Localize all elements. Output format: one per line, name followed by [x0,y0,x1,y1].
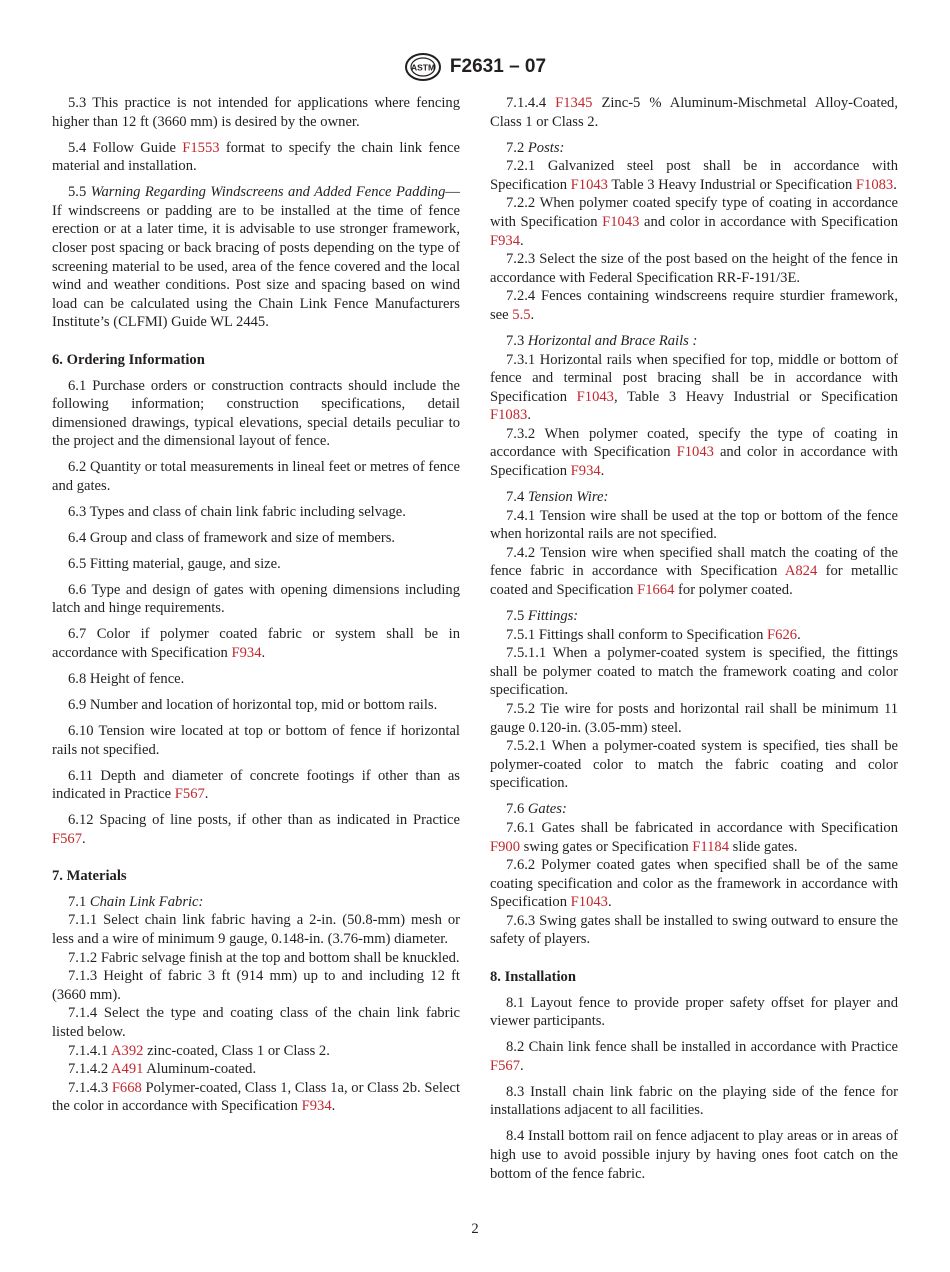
logo-text: ASTM [410,62,435,73]
para-7-5-1: 7.5.1 Fittings shall conform to Specification F626. [506,626,801,643]
para-6-9: 6.9 Number and location of horizontal top, mid or bottom rails. [68,696,438,713]
ref-link[interactable]: F1043 [602,213,640,230]
para-5-3: 5.3 This practice is not intended for applications where fencing higher than 12 ft (3660 mm) is desired by the owner. [52,95,460,130]
ref-link[interactable]: F1553 [182,139,220,156]
ref-link[interactable]: F1345 [555,95,593,111]
para-8-2: 8.2 Chain link fence shall be installed in accordance with Practice F567. [490,1039,898,1074]
para-7-3-2: 7.3.2 When polymer coated, specify the type of coating in accordance with Specification F1043 and color in accordance with Specification F934. [490,425,898,480]
para-6-7: 6.7 Color if polymer coated fabric or system shall be in accordance with Specification F934. [52,626,460,661]
para-7-5-2-1: 7.5.2.1 When a polymer-coated system is specified, ties shall be polymer-coated color to match the fabric coating and color specification. [490,738,898,792]
ref-link[interactable]: F567 [490,1057,521,1074]
ref-link[interactable]: F934 [301,1098,332,1115]
page-header [0,52,950,82]
ref-link[interactable]: F567 [174,786,205,803]
ref-link[interactable]: A824 [784,563,818,580]
left-column [52,94,460,1116]
para-5-5: 5.5 Warning Regarding Windscreens and Added Fence Padding—If windscreens or padding are to be installed at the time of fence erection or at a later time, it is advisable to use stronger framework, closer post spacing or back bracing of posts depending on the type of screening material to be used, area of the fence covered and the local wind and weather conditions. Post size and spacing based on wind load can be calculated using the Chain Link Fence Manufacturers Institute’s (CLFMI) Guide WL 2445. [52,184,460,331]
para-7-4-2: 7.4.2 Tension wire when specified shall match the coating of the fence fabric in accordance with Specification A824 for metallic coated and Specification F1664 for polymer coated. [490,544,898,599]
ref-link[interactable]: F934 [570,463,601,480]
para-6-10: 6.10 Tension wire located at top or bottom of fence if horizontal rails not specified. [52,722,460,758]
ref-link[interactable]: 5.5 [512,306,531,323]
para-8-4: 8.4 Install bottom rail on fence adjacent to play areas or in areas of high use to avoid possible injury by having ones foot catch on the bottom of the fence fabric. [490,1128,898,1182]
ref-link[interactable]: F1083 [490,407,528,424]
para-6-8: 6.8 Height of fence. [68,670,185,687]
para-7-5: 7.5 Fittings: [506,608,579,624]
ref-link[interactable]: F1043 [576,388,614,405]
section-8-heading: 8. Installation [490,969,576,986]
para-6-11: 6.11 Depth and diameter of concrete footings if other than as indicated in Practice F567. [52,767,460,803]
right-column [490,94,898,1183]
ref-link[interactable]: F934 [231,644,262,661]
para-7-2: 7.2 Posts: [506,139,565,156]
para-7-1-1: 7.1.1 Select chain link fabric having a 2-in. (50.8-mm) mesh or less and a wire of minimum 9 gauge, 0.148-in. (3.76-mm) diameter. [52,912,460,948]
para-7-6-2: 7.6.2 Polymer coated gates when specified shall be of the same coating specification and color as the framework in accordance with Specification F1043. [490,857,898,911]
ref-link[interactable]: F1043 [570,176,608,193]
ref-link[interactable]: F668 [111,1079,142,1096]
page-number: 2 [471,1221,479,1237]
para-5-4: 5.4 Follow Guide F1553 format to specify the chain link fence material and installation. [52,139,460,175]
para-6-6: 6.6 Type and design of gates with opening dimensions including latch and hinge requirements. [52,581,460,617]
ref-link[interactable]: A392 [110,1042,144,1059]
para-7-6-3: 7.6.3 Swing gates shall be installed to swing outward to ensure the safety of players. [490,912,898,948]
ref-link[interactable]: F900 [490,838,521,855]
para-6-2: 6.2 Quantity or total measurements in lineal feet or metres of fence and gates. [52,459,460,494]
para-7-1: 7.1 Chain Link Fabric: [68,893,204,910]
para-7-1-4: 7.1.4 Select the type and coating class of the chain link fabric listed below. [52,1005,460,1041]
ref-link[interactable]: F626 [767,626,798,643]
para-7-1-2: 7.1.2 Fabric selvage finish at the top and bottom shall be knuckled. [68,949,460,966]
document-designation: F2631 – 07 [449,56,547,77]
para-7-1-4-3: 7.1.4.3 F668 Polymer-coated, Class 1, Class 1a, or Class 2b. Select the color in accordance with Specification F934. [52,1079,460,1115]
para-6-5: 6.5 Fitting material, gauge, and size. [68,555,281,572]
ref-link[interactable]: F934 [490,232,521,249]
para-7-6: 7.6 Gates: [506,801,567,818]
para-6-12: 6.12 Spacing of line posts, if other than as indicated in Practice F567. [52,812,460,847]
para-8-1: 8.1 Layout fence to provide proper safety offset for player and viewer participants. [490,994,898,1030]
para-7-5-1-1: 7.5.1.1 When a polymer-coated system is specified, the fittings shall be polymer coated to match the framework coating and color specification. [490,645,898,699]
ref-link[interactable]: F1184 [692,838,730,855]
para-6-3: 6.3 Types and class of chain link fabric including selvage. [68,503,406,520]
section-6-heading: 6. Ordering Information [52,351,205,368]
para-7-5-2: 7.5.2 Tie wire for posts and horizontal rail shall be minimum 11 gauge 0.120-in. (3.05-mm) steel. [490,700,898,736]
para-7-3: 7.3 Horizontal and Brace Rails : [506,332,698,349]
para-7-1-4-4: 7.1.4.4 F1345 Zinc-5 % Aluminum-Mischmetal Alloy-Coated, Class 1 or Class 2. [490,95,898,130]
para-7-4-1: 7.4.1 Tension wire shall be used at the top or bottom of the fence when horizontal rails are not specified. [490,507,898,543]
para-6-4: 6.4 Group and class of framework and size of members. [68,529,396,546]
para-7-2-2: 7.2.2 When polymer coated specify type of coating in accordance with Specification F1043 and color in accordance with Specification F934. [490,195,898,249]
para-7-1-4-2: 7.1.4.2 A491 Aluminum-coated. [68,1061,257,1078]
ref-link[interactable]: F1043 [676,444,714,461]
ref-link[interactable]: F1083 [855,176,894,193]
para-7-2-4: 7.2.4 Fences containing windscreens require sturdier framework, see 5.5. [490,288,898,323]
ref-link[interactable]: A491 [110,1061,144,1078]
para-8-3: 8.3 Install chain link fabric on the playing side of the fence for installations adjacent to all facilities. [490,1083,898,1119]
para-7-2-1: 7.2.1 Galvanized steel post shall be in accordance with Specification F1043 Table 3 Heavy Industrial or Specification F1083. [490,158,898,193]
para-7-1-4-1: 7.1.4.1 A392 zinc-coated, Class 1 or Class 2. [68,1042,330,1059]
para-7-6-1: 7.6.1 Gates shall be fabricated in accordance with Specification F900 swing gates or Specification F1184 slide gates. [490,819,898,855]
astm-logo-icon [404,52,442,82]
para-7-3-1: 7.3.1 Horizontal rails when specified for top, middle or bottom of fence and terminal post bracing shall be in accordance with Specification F1043, Table 3 Heavy Industrial or Specification F1083. [490,351,898,424]
section-7-heading: 7. Materials [52,868,127,885]
para-7-4: 7.4 Tension Wire: [506,489,609,506]
ref-link[interactable]: F1043 [570,894,608,911]
para-6-1: 6.1 Purchase orders or construction contracts should include the following information; construction specifications, detail dimensioned drawings, typical elevations, special details peculiar to the project and the dimensional layout of fence. [52,377,460,450]
ref-link[interactable]: F1664 [637,582,675,599]
ref-link[interactable]: F567 [52,830,83,847]
para-7-2-3: 7.2.3 Select the size of the post based on the height of the fence in accordance with Federal Specification RR-F-191/3E. [490,251,898,286]
para-7-1-3: 7.1.3 Height of fabric 3 ft (914 mm) up to and including 12 ft (3660 mm). [52,968,460,1003]
